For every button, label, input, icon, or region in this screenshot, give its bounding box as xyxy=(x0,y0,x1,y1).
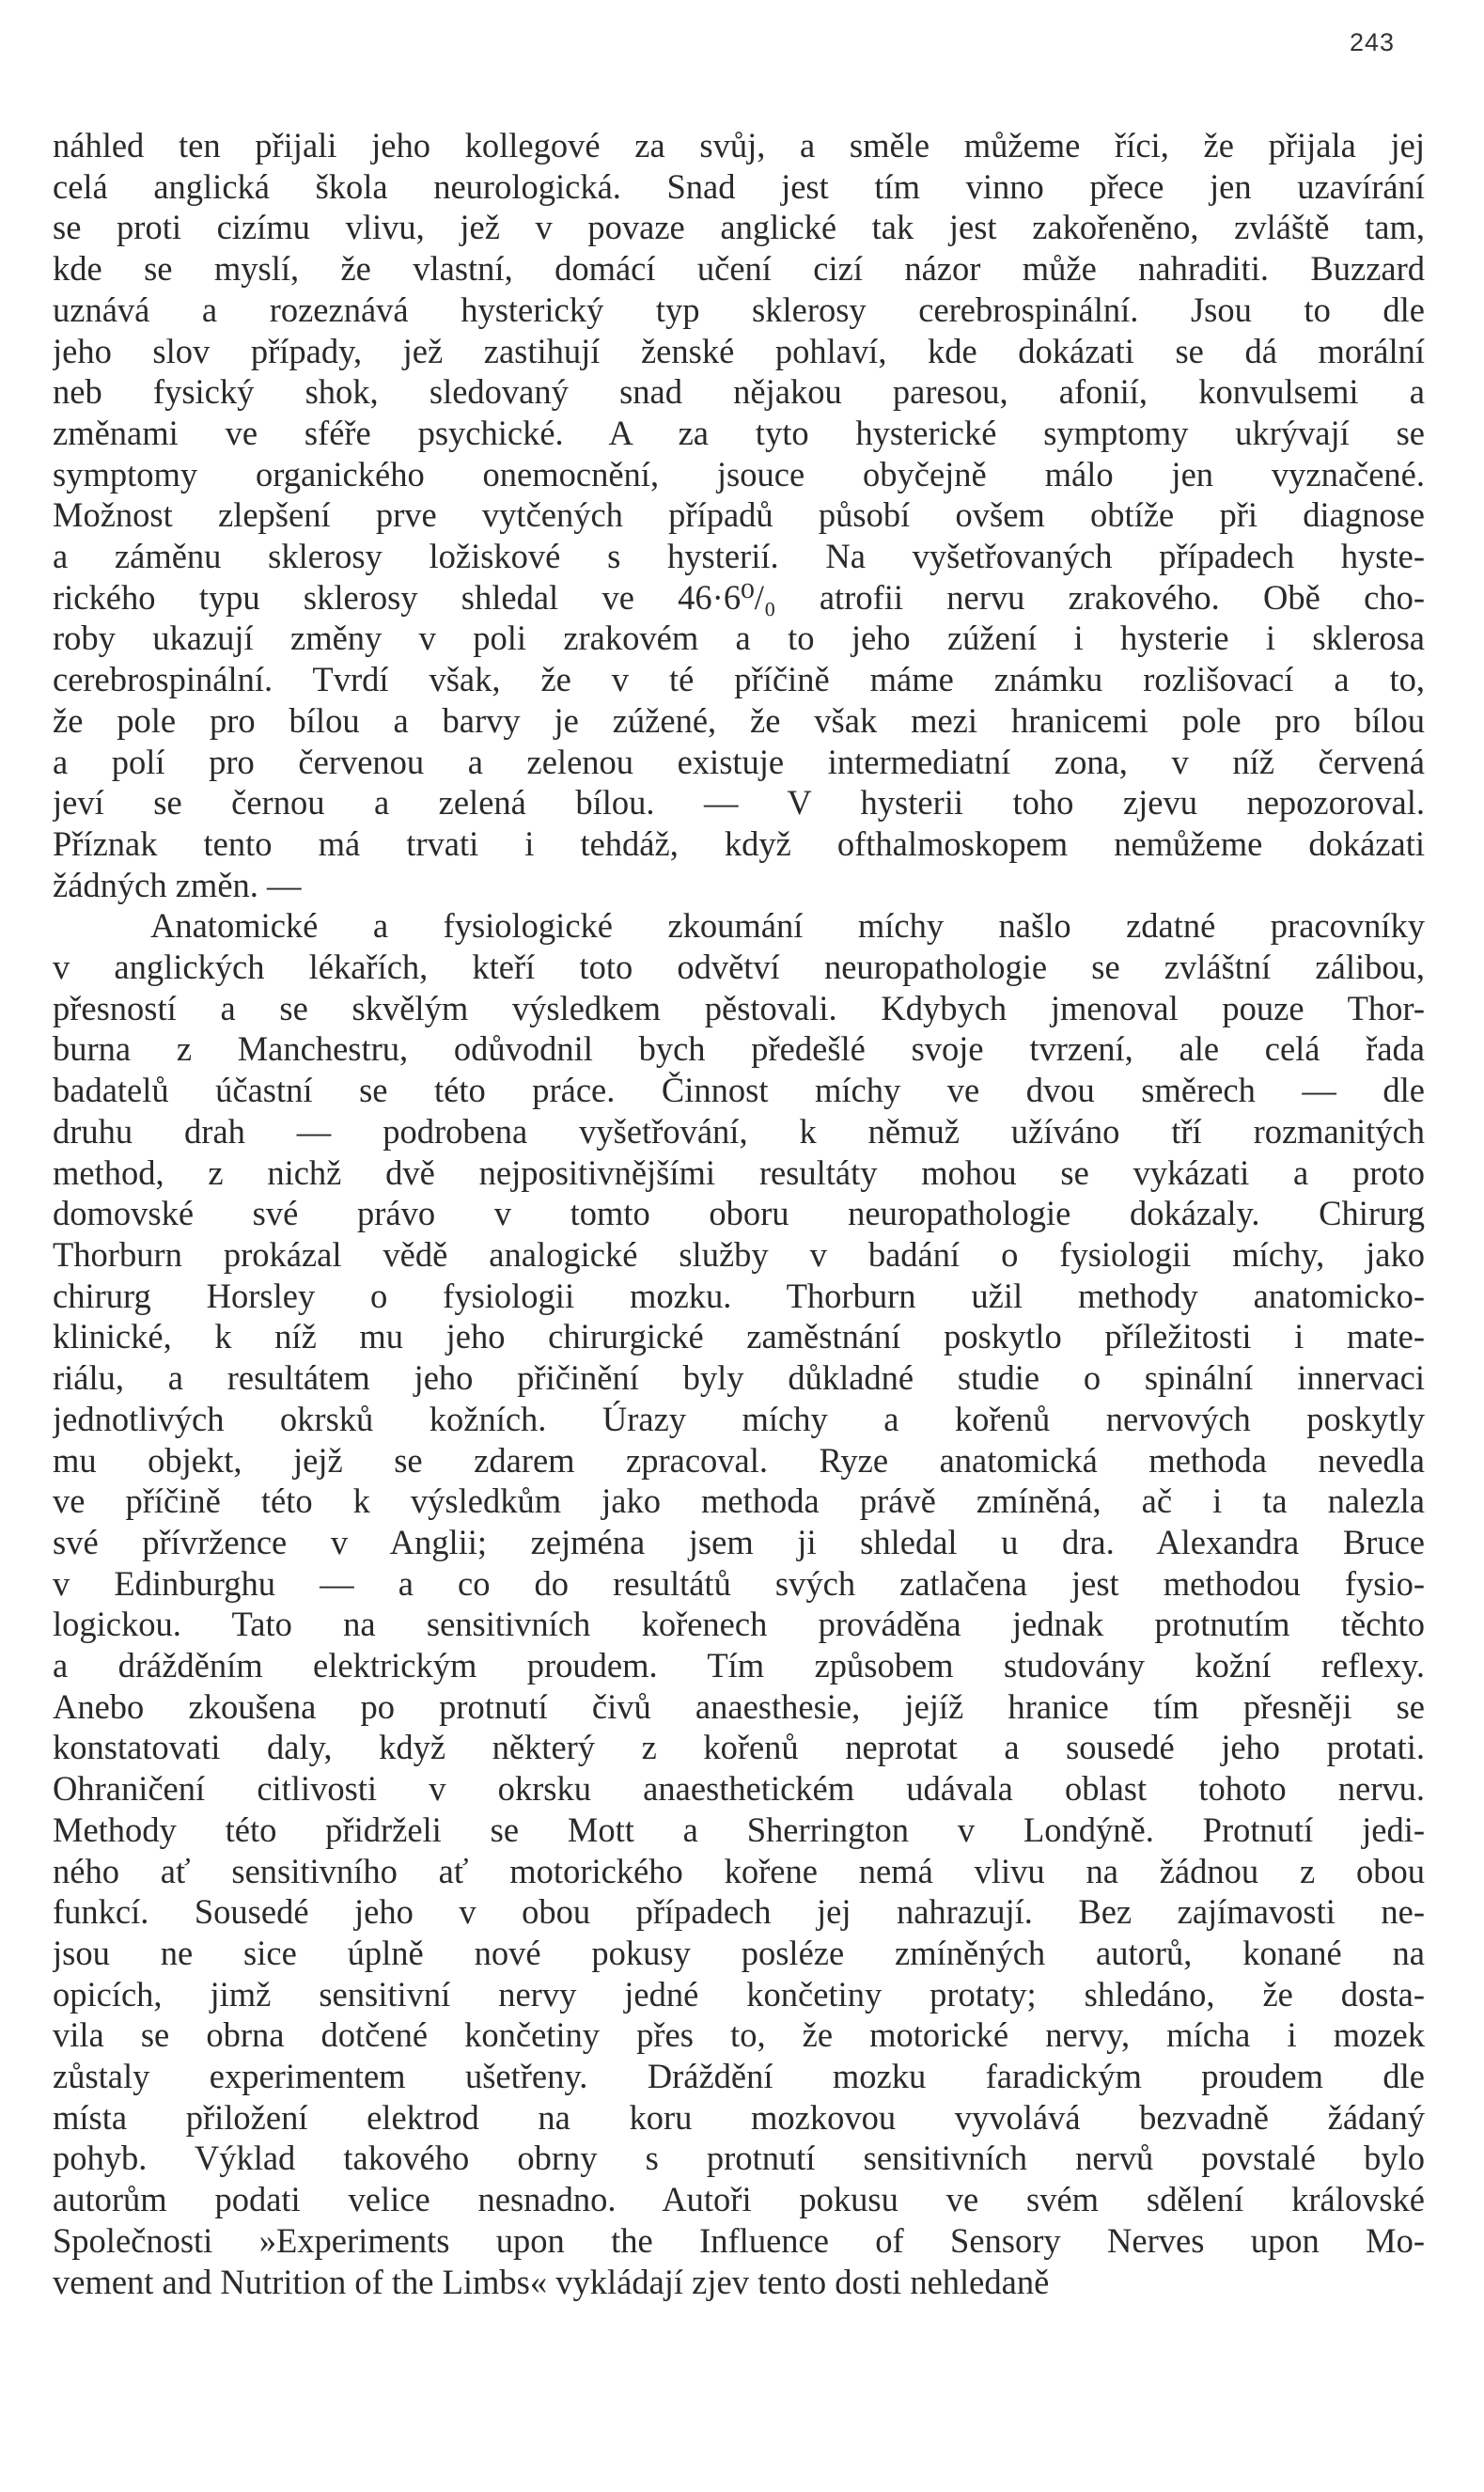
text-line: neb fysický shok, sledovaný snad nějakou paresou, afonií, konvulsemi a xyxy=(53,372,1425,412)
text-line: Methody této přidrželi se Mott a Sherrington v Londýně. Protnutí jedi- xyxy=(53,1810,1425,1849)
text-line: a záměnu sklerosy ložiskové s hysterií. Na vyšetřovaných případech hyste- xyxy=(53,537,1425,576)
text-line: autorům podati velice nesnadno. Autoři pokusu ve svém sdělení královské xyxy=(53,2180,1425,2219)
text-line: Thorburn prokázal vědě analogické služby v badání o fysiologii míchy, jako xyxy=(53,1234,1425,1274)
text-line: chirurg Horsley o fysiologii mozku. Thorburn užil methody anatomicko- xyxy=(53,1276,1425,1315)
text-line: přesností a se skvělým výsledkem pěstovali. Kdybych jmenoval pouze Thor- xyxy=(53,988,1425,1027)
text-line: náhled ten přijali jeho kollegové za svůj, a směle můžeme říci, že přijala jej xyxy=(53,126,1425,165)
text-line: riálu, a resultátem jeho přičinění byly důkladné studie o spinální innervaci xyxy=(53,1358,1425,1398)
text-line: logickou. Tato na sensitivních kořenech prováděna jednak protnutím těchto xyxy=(53,1605,1425,1644)
text-line: druhu drah — podrobena vyšetřování, k němuž užíváno tří rozmanitých xyxy=(53,1111,1425,1151)
text-line: jsou ne sice úplně nové pokusy posléze zmíněných autorů, konané na xyxy=(53,1933,1425,1972)
text-line: a drážděním elektrickým proudem. Tím způsobem studovány kožní reflexy. xyxy=(53,1646,1425,1685)
text-line: symptomy organického onemocnění, jsouce obyčejně málo jen vyznačené. xyxy=(53,454,1425,494)
text-line: Příznak tento má trvati i tehdáž, když ofthalmoskopem nemůžeme dokázati xyxy=(53,823,1425,863)
text-line: klinické, k níž mu jeho chirurgické zaměstnání poskytlo příležitosti i mate- xyxy=(53,1317,1425,1356)
text-line: funkcí. Sousedé jeho v obou případech jej nahrazují. Bez zajímavosti ne- xyxy=(53,1892,1425,1932)
text-line: a polí pro červenou a zelenou existuje intermediatní zona, v níž červená xyxy=(53,742,1425,781)
text-line: Možnost zlepšení prve vytčených případů působí ovšem obtíže při diagnose xyxy=(53,495,1425,535)
text-line: kde se myslí, že vlastní, domácí učení cizí názor může nahraditi. Buzzard xyxy=(53,249,1425,289)
text-line: method, z nichž dvě nejpositivnějšími resultáty mohou se vykázati a proto xyxy=(53,1152,1425,1192)
text-line: ve příčině této k výsledkům jako methoda právě zmíněná, ač i ta nalezla xyxy=(53,1481,1425,1521)
text-line: celá anglická škola neurologická. Snad jest tím vinno přece jen uzavírání xyxy=(53,166,1425,206)
body-text xyxy=(53,125,1425,2302)
text-line: žádných změn. — xyxy=(53,865,302,904)
text-line: zůstaly experimentem ušetřeny. Dráždění mozku faradickým proudem dle xyxy=(53,2057,1425,2096)
text-line: vila se obrna dotčené končetiny přes to, že motorické nervy, mícha i mozek xyxy=(53,2015,1425,2055)
page-number: 243 xyxy=(1349,28,1395,56)
text-line: domovské své právo v tomto oboru neuropathologie dokázaly. Chirurg xyxy=(53,1194,1425,1233)
text-line: se proti cizímu vlivu, jež v povaze anglické tak jest zakořeněno, zvláště tam, xyxy=(53,208,1425,247)
text-line: jeho slov případy, jež zastihují ženské pohlaví, kde dokázati se dá morální xyxy=(53,331,1425,370)
paragraph-2 xyxy=(53,905,1425,2302)
text-line: opicích, jimž sensitivní nervy jedné končetiny protaty; shledáno, že dosta- xyxy=(53,1974,1425,2014)
text-line: ného ať sensitivního ať motorického kořene nemá vlivu na žádnou z obou xyxy=(53,1851,1425,1890)
text-line: roby ukazují změny v poli zrakovém a to jeho zúžení i hysterie i sklerosa xyxy=(53,619,1425,658)
text-line: jeví se černou a zelená bílou. — V hysterii toho zjevu nepozoroval. xyxy=(53,783,1425,823)
text-line: v anglických lékařích, kteří toto odvětví neuropathologie se zvláštní zálibou, xyxy=(53,948,1425,987)
text-line: pohyb. Výklad takového obrny s protnutí sensitivních nervů povstalé bylo xyxy=(53,2139,1425,2178)
text-line: Anatomické a fysiologické zkoumání míchy našlo zdatné pracovníky xyxy=(150,906,1425,946)
text-line: konstatovati daly, když některý z kořenů neprotat a sousedé jeho protati. xyxy=(53,1728,1425,1767)
text-line: cerebrospinální. Tvrdí však, že v té příčině máme známku rozlišovací a to, xyxy=(53,660,1425,699)
text-line: Anebo zkoušena po protnutí čivů anaesthesie, jejíž hranice tím přesněji se xyxy=(53,1686,1425,1726)
text-line: své přívržence v Anglii; zejména jsem ji shledal u dra. Alexandra Bruce xyxy=(53,1522,1425,1561)
paragraph-1 xyxy=(53,125,1425,905)
text-line: změnami ve sféře psychické. A za tyto hysterické symptomy ukrývají se xyxy=(53,413,1425,452)
text-line: vement and Nutrition of the Limbs« vykládají zjev tento dosti nehledaně xyxy=(53,2262,1050,2301)
text-line: mu objekt, jejž se zdarem zpracoval. Ryze anatomická methoda nevedla xyxy=(53,1440,1425,1480)
text-line: rického typu sklerosy shledal ve 46·6⁰/₀ atrofii nervu zrakového. Obě cho- xyxy=(53,577,1425,617)
text-line: v Edinburghu — a co do resultátů svých zatlačena jest methodou fysio- xyxy=(53,1563,1425,1603)
text-line: Ohraničení citlivosti v okrsku anaesthetickém udávala oblast tohoto nervu. xyxy=(53,1769,1425,1809)
text-line: Společnosti »Experiments upon the Influence of Sensory Nerves upon Mo- xyxy=(53,2220,1425,2260)
text-line: burna z Manchestru, odůvodnil bych předešlé svoje tvrzení, ale celá řada xyxy=(53,1029,1425,1069)
text-line: jednotlivých okrsků kožních. Úrazy míchy a kořenů nervových poskytly xyxy=(53,1399,1425,1438)
text-line: že pole pro bílou a barvy je zúžené, že však mezi hranicemi pole pro bílou xyxy=(53,700,1425,740)
text-line: uznává a rozeznává hysterický typ sklerosy cerebrospinální. Jsou to dle xyxy=(53,290,1425,329)
text-line: místa přiložení elektrod na koru mozkovou vyvolává bezvadně žádaný xyxy=(53,2097,1425,2137)
text-line: badatelů účastní se této práce. Činnost míchy ve dvou směrech — dle xyxy=(53,1071,1425,1110)
